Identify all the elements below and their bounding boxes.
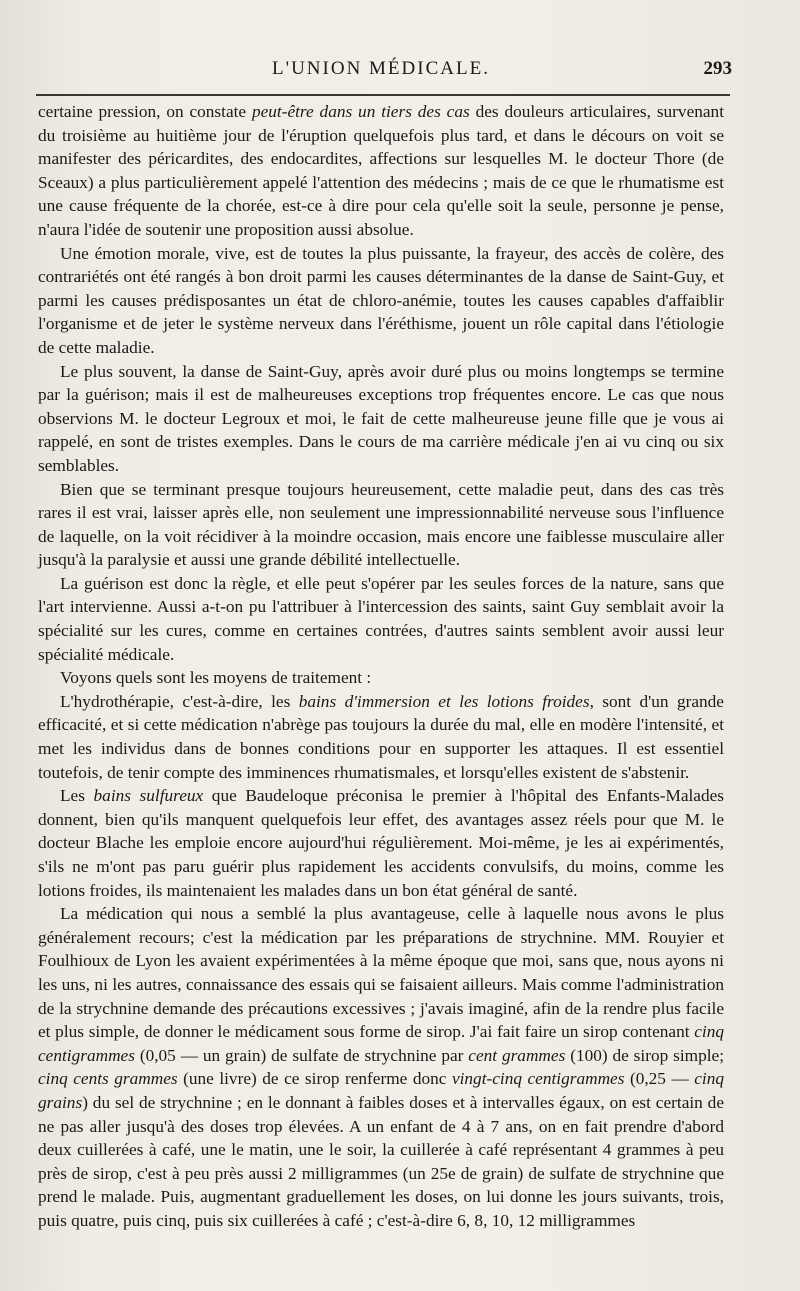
journal-title: L'UNION MÉDICALE. [272, 58, 490, 79]
paragraph-4: Bien que se terminant presque toujours heureusement, cette maladie peut, dans des cas très rares il est vrai, laisser après elle, non seulement une impressionnabilité nerveuse sous l'influence de laquelle, on la voit récidiver à la moindre occasion, mais encore une faiblesse musculaire aller jusqu'à la paralysie et aussi une grande débilité intellectuelle. [38, 479, 724, 570]
paragraph-7: L'hydrothérapie, c'est-à-dire, les bains d'immersion et les lotions froides, sont d'un grande efficacité, et si cette médication n'abrège pas toujours la durée du mal, elle en modère l'intensité, et met les individus dans de bonnes conditions pour en supporter les attaques. Il est essentiel toutefois, de tenir compte des imminences rhumatismales, et lorsqu'elles existent de s'abstenir. [38, 691, 724, 782]
paragraph-2: Une émotion morale, vive, est de toutes la plus puissante, la frayeur, des accès de colère, des contrariétés ont été rangés à bon droit parmi les causes déterminantes de la danse de Saint-Guy, et parmi les causes prédisposantes un état de chloro-anémie, toutes les causes capables d'affaiblir l'organisme et de jeter le système nerveux dans l'éréthisme, jouent un rôle capital dans l'étiologie de cette maladie. [38, 243, 724, 357]
paragraph-5: La guérison est donc la règle, et elle peut s'opérer par les seules forces de la nature, sans que l'art intervienne. Aussi a-t-on pu l'attribuer à l'intercession des saints, saint Guy semblait avoir la spécialité sur les cures, comme en certaines contrées, d'autres saints semblent avoir aussi leur spécialité médicale. [38, 573, 724, 664]
page-number: 293 [703, 58, 732, 79]
header-rule [36, 94, 730, 96]
paragraph-6: Voyons quels sont les moyens de traitement : [60, 668, 372, 688]
article-body [38, 100, 724, 1233]
paragraph-3: Le plus souvent, la danse de Saint-Guy, après avoir duré plus ou moins longtemps se termine par la guérison; mais il est de malheureuses exceptions trop fréquentes encore. Le cas que nous observions M. le docteur Legroux et moi, le fait de cette malheureuse jeune fille que je vous ai rappelé, en sont de tristes exemples. Dans le cours de ma carrière médicale j'en ai vu cinq ou six semblables. [38, 361, 724, 475]
paragraph-8: Les bains sulfureux que Baudeloque préconisa le premier à l'hôpital des Enfants-Malades donnent, bien qu'ils manquent quelquefois leur effet, des avantages assez réels pour que M. le docteur Blache les emploie encore aujourd'hui régulièrement. Moi-même, je les ai expérimentés, s'ils ne m'ont pas paru guérir plus rapidement les accidents convulsifs, du moins, comme les lotions froides, ils maintenaient les malades dans un bon état général de santé. [38, 786, 724, 900]
running-header [38, 58, 732, 94]
paragraph-9: La médication qui nous a semblé la plus avantageuse, celle à laquelle nous avons le plus généralement recours; c'est la médication par les préparations de strychnine. MM. Rouyier et Foulhioux de Lyon les avaient expérimentées à la même époque que moi, sans que, nous ayons ni les uns, ni les autres, connaissance des essais qui se faisaient ailleurs. Mais comme l'administration de la strychnine demande des précautions excessives ; j'avais imaginé, afin de la rendre plus facile et plus simple, de donner le médicament sous forme de sirop. J'ai fait faire un sirop contenant cinq centigrammes (0,05 — un grain) de sulfate de strychnine par cent grammes (100) de sirop simple; cinq cents grammes (une livre) de ce sirop renferme donc vingt-cinq centigrammes (0,25 — cinq grains) du sel de strychnine ; en le donnant à faibles doses et à intervalles égaux, on est certain de ne pas aller jusqu'à des doses trop élevées. A un enfant de 4 à 7 ans, on en fait prendre d'abord deux cuillerées à café, une le matin, une le soir, la cuillerée à café représentant 4 grammes à peu près de sirop, c'est à peu près aussi 2 milligrammes (un 25e de grain) de sulfate de strychnine que prend le malade. Puis, augmentant graduellement les doses, on lui donne les jours suivants, trois, puis quatre, puis cinq, puis six cuillerées à café ; c'est-à-dire 6, 8, 10, 12 milligrammes [38, 904, 725, 1230]
paragraph-1: certaine pression, on constate peut-être dans un tiers des cas des douleurs articulaires, survenant du troisième au huitième jour de l'éruption quelquefois plus tard, et dans le décours on voit se manifester des péricardites, des endocardites, affections sur lesquelles M. le docteur Thore (de Sceaux) a plus particulièrement appelé l'attention des médecins ; mais de ce que le rhumatisme est une cause fréquente de la chorée, est-ce à dire pour cela qu'elle soit la seule, personne je pense, n'aura l'idée de soutenir une proposition aussi absolue. [38, 102, 725, 239]
